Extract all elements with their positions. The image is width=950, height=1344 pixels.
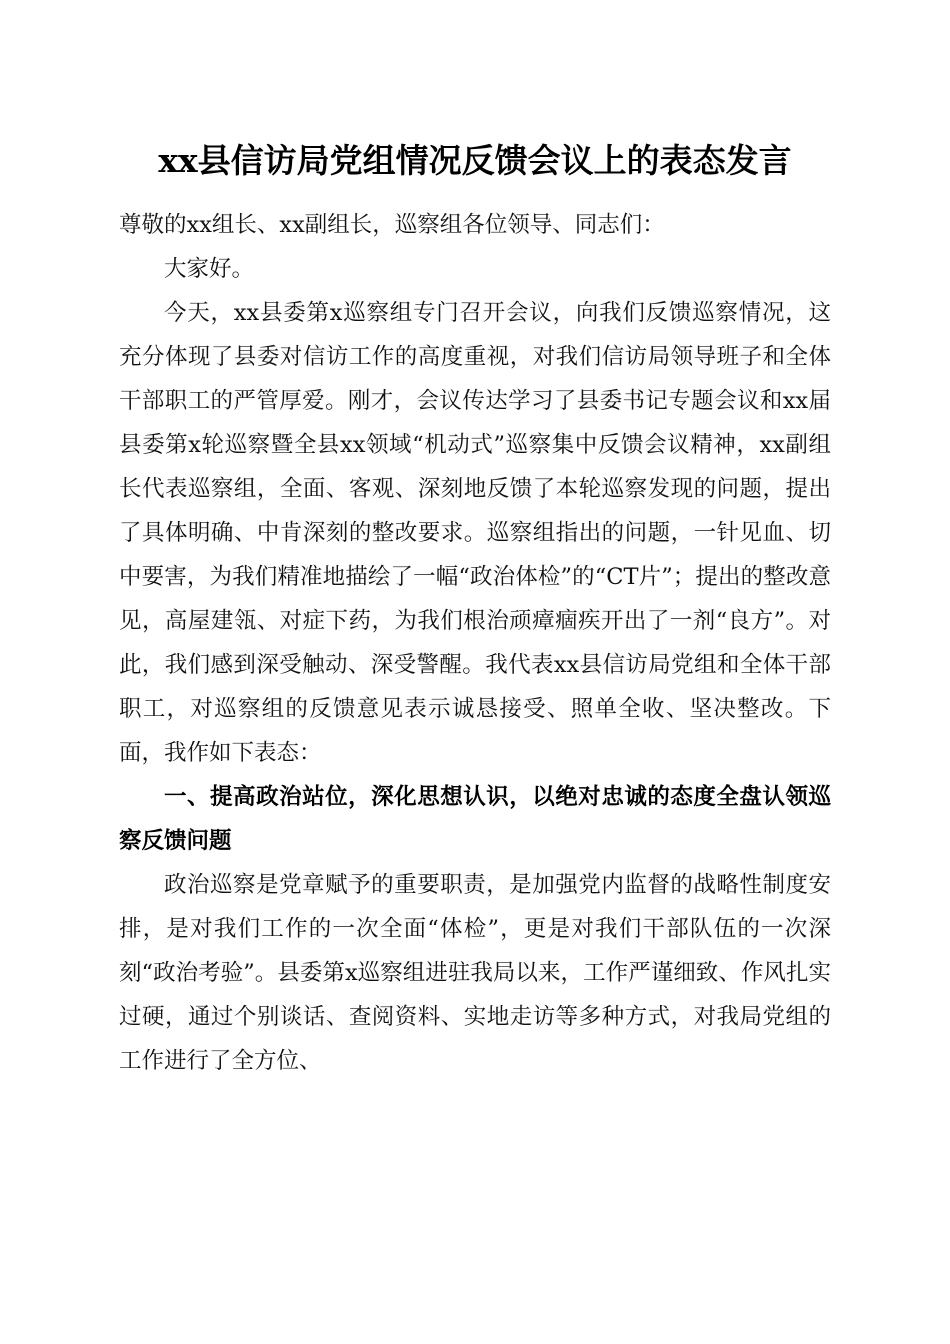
document-title: xx县信访局党组情况反馈会议上的表态发言 bbox=[158, 141, 792, 180]
document-body bbox=[119, 203, 831, 1083]
salutation: 尊敬的xx组长、xx副组长，巡察组各位领导、同志们： bbox=[119, 212, 665, 238]
paragraph-section-1: 政治巡察是党章赋予的重要职责，是加强党内监督的战略性制度安排，是对我们工作的一次全面“体检”，更是对我们干部队伍的一次深刻“政治考验”。县委第x巡察组进驻我局以来，工作严谨细致、作风扎实过硬，通过个别谈话、查阅资料、实地走访等多种方式，对我局党组的工作进行了全方位、 bbox=[119, 872, 831, 1074]
paragraph-opening: 今天，xx县委第x巡察组专门召开会议，向我们反馈巡察情况，这充分体现了县委对信访工作的高度重视，对我们信访局领导班子和全体干部职工的严管厚爱。刚才，会议传达学习了县委书记专题会议和xx届县委第x轮巡察暨全县xx领域“机动式”巡察集中反馈会议精神，xx副组长代表巡察组，全面、客观、深刻地反馈了本轮巡察发现的问题，提出了具体明确、中肯深刻的整改要求。巡察组指出的问题，一针见血、切中要害，为我们精准地描绘了一幅“政治体检”的“CT片”；提出的整改意见，高屋建瓴、对症下药，为我们根治顽瘴痼疾开出了一剂“良方”。对此，我们感到深受触动、深受警醒。我代表xx县信访局党组和全体干部职工，对巡察组的反馈意见表示诚恳接受、照单全收、坚决整改。下面，我作如下表态： bbox=[119, 300, 831, 766]
section-heading-1: 一、提高政治站位，深化思想认识，以绝对忠诚的态度全盘认领巡察反馈问题 bbox=[119, 784, 831, 854]
greeting: 大家好。 bbox=[164, 256, 255, 282]
